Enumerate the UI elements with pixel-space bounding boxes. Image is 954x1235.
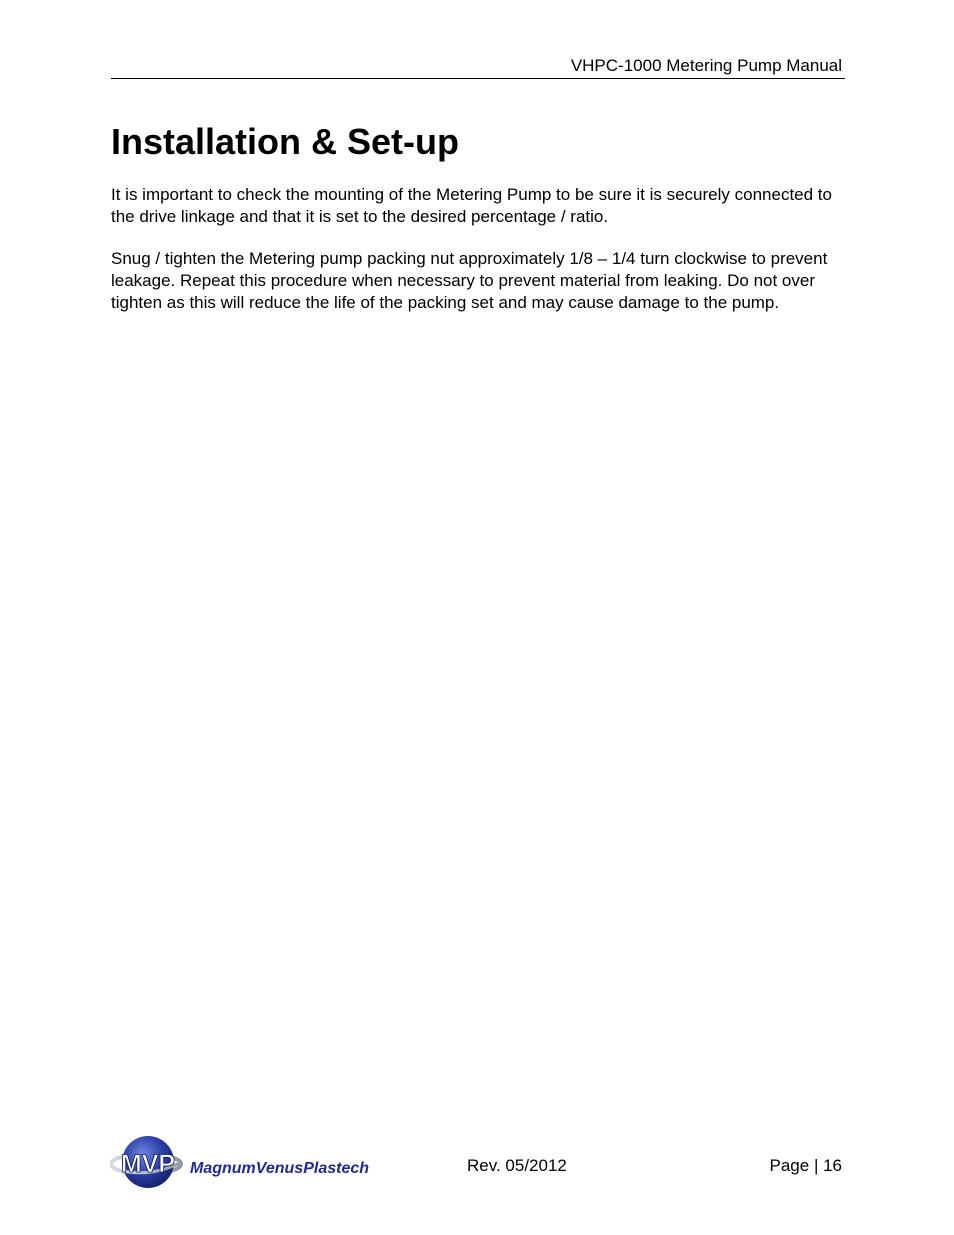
logo-mark-text: MVP (120, 1150, 176, 1178)
page-number: Page | 16 (769, 1156, 842, 1175)
body-paragraph-mounting: It is important to check the mounting of the Metering Pump to be sure it is securely connected to the drive linkage and that it is set to the desired percentage / ratio. (111, 185, 832, 226)
header-divider (111, 78, 845, 79)
page-title: Installation & Set-up (111, 121, 460, 162)
running-header-title: VHPC-1000 Metering Pump Manual (570, 56, 842, 75)
logo-company-text: MagnumVenusPlastech (190, 1160, 370, 1177)
mvp-logo-graphic (110, 1132, 395, 1194)
body-paragraph-packing-nut: Snug / tighten the Metering pump packing nut approximately 1/8 – 1/4 turn clockwise to prevent leakage. Repeat this procedure when necessary to prevent material from leaking. Do not over tighten as this will reduce the life of the packing set and may cause damage to the pump. (111, 249, 828, 312)
revision-date: Rev. 05/2012 (467, 1156, 567, 1175)
company-logo (110, 1132, 395, 1194)
